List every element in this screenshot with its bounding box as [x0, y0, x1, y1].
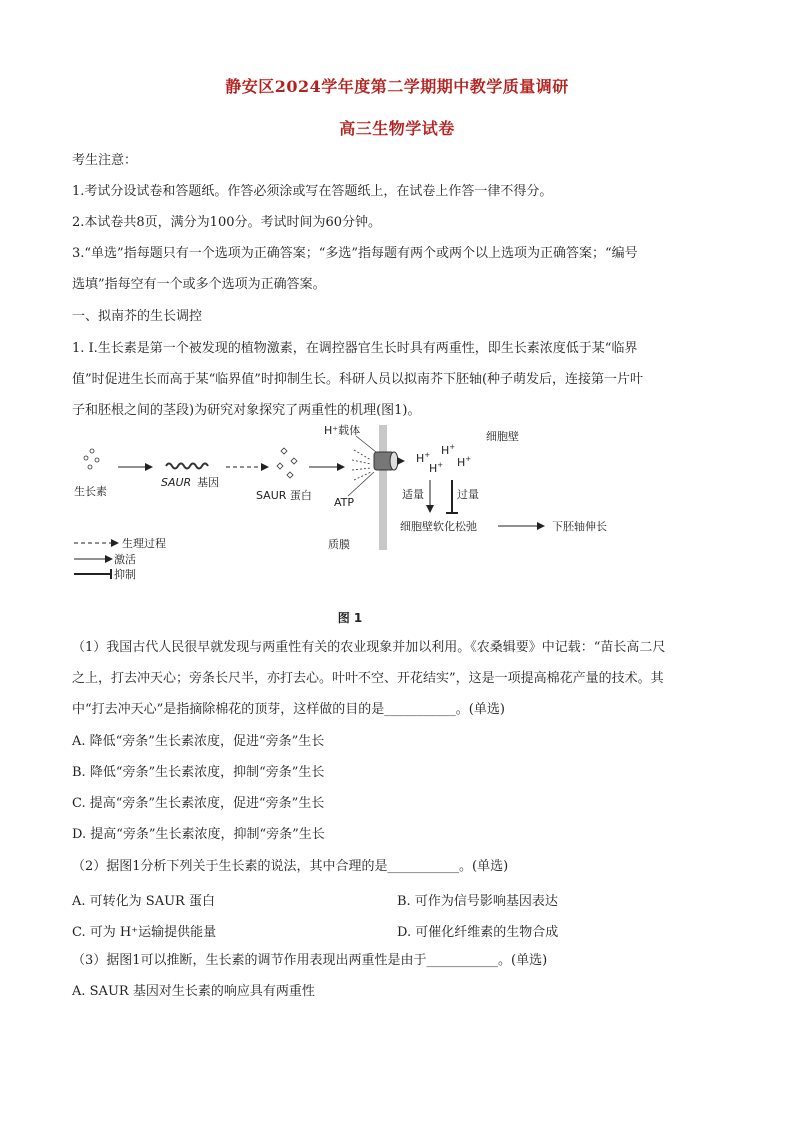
q2-stem: （2）据图1分析下列关于生长素的说法，其中合理的是___________。(单选) — [72, 859, 509, 874]
auxin-molecules — [84, 449, 99, 469]
q2-option-a: A. 可转化为 SAUR 蛋白 — [72, 894, 215, 909]
svg-text:H+: H+ — [416, 451, 431, 465]
atp-label: ATP — [334, 496, 355, 509]
q3-stem: （3）据图1可以推断，生长素的调节作用表现出两重性是由于___________。(单选) — [72, 953, 548, 968]
saur-protein-molecules — [277, 448, 297, 478]
carrier-pointer — [356, 436, 376, 452]
cell-wall-label: 细胞壁 — [486, 430, 519, 443]
saur-gene-label: SAUR — [161, 476, 192, 489]
proper-amount-label: 适量 — [402, 488, 424, 501]
notice-item-3-line1: 3.“单选”指每题只有一个选项为正确答案；“多选”指每题有两个或两个以上选项为正确答案；“编号 — [72, 246, 638, 261]
excess-amount-label: 过量 — [457, 488, 479, 501]
q1-stem-line3: 中“打去冲天心”是指摘除棉花的顶芽，这样做的目的是___________。(单选) — [72, 702, 505, 717]
svg-text:H+: H+ — [429, 461, 444, 475]
q2-option-c: C. 可为 H⁺运输提供能量 — [72, 925, 217, 940]
legend-process-label: 生理过程 — [122, 537, 166, 550]
h-carrier-icon — [374, 452, 404, 470]
figure-auxin-mechanism — [66, 420, 666, 595]
notice-item-3-line2: 选填”指每空有一个或多个选项为正确答案。 — [72, 277, 326, 292]
membrane-label: 质膜 — [328, 538, 350, 551]
notice-heading: 考生注意： — [72, 153, 138, 168]
q1-option-d: D. 提高“旁条”生长素浓度，抑制“旁条”生长 — [72, 827, 325, 842]
exam-title: 静安区2024学年度第二学期期中教学质量调研 — [225, 77, 569, 96]
intro-line-1: 1. Ⅰ.生长素是第一个被发现的植物激素，在调控器官生长时具有两重性，即生长素浓度低于某“临界 — [72, 341, 638, 356]
saur-protein-label: SAUR 蛋白 — [256, 489, 312, 502]
exam-subtitle: 高三生物学试卷 — [339, 119, 455, 138]
wall-softening-label: 细胞壁软化松弛 — [400, 520, 477, 533]
auxin-label: 生长素 — [74, 485, 107, 498]
q1-option-a: A. 降低“旁条”生长素浓度，促进“旁条”生长 — [72, 734, 325, 749]
q1-stem-line2: 之上，打去冲天心；旁条长尺半，亦打去心。叶叶不空、开花结实”，这是一项提高棉花产量的技术。其 — [72, 671, 664, 686]
carrier-label: H⁺载体 — [324, 424, 361, 437]
saur-gene-suffix: 基因 — [197, 476, 219, 489]
figure-caption: 图 1 — [337, 611, 363, 625]
proton-ions — [416, 443, 471, 475]
saur-gene-icon — [166, 464, 208, 469]
legend-inhibit-label: 抑制 — [114, 568, 136, 581]
q1-option-b: B. 降低“旁条”生长素浓度，抑制“旁条”生长 — [72, 765, 325, 780]
svg-text:H+: H+ — [441, 443, 456, 457]
fan-lines — [352, 450, 371, 480]
legend-activate-label: 激活 — [114, 553, 136, 566]
section-heading: 一、拟南芥的生长调控 — [72, 309, 203, 324]
elongation-label: 下胚轴伸长 — [552, 520, 607, 533]
plasma-membrane — [379, 425, 387, 550]
q2-option-d: D. 可催化纤维素的生物合成 — [397, 925, 559, 940]
intro-line-2: 值”时促进生长而高于某“临界值”时抑制生长。科研人员以拟南芥下胚轴(种子萌发后，连接第一片叶 — [72, 372, 644, 387]
intro-line-3: 子和胚根之间的茎段)为研究对象探究了两重性的机理(图1)。 — [72, 403, 421, 418]
atp-pointer — [348, 472, 374, 496]
q1-stem-line1: （1）我国古代人民很早就发现与两重性有关的农业现象并加以利用。《农桑辑要》中记载：“苗长高二尺 — [72, 640, 666, 655]
notice-item-1: 1.考试分设试卷和答题纸。作答必须涂或写在答题纸上，在试卷上作答一律不得分。 — [72, 184, 553, 199]
q1-option-c: C. 提高“旁条”生长素浓度，促进“旁条”生长 — [72, 796, 325, 811]
q3-option-a: A. SAUR 基因对生长素的响应具有两重性 — [72, 984, 315, 999]
svg-text:H+: H+ — [457, 455, 472, 469]
q2-option-b: B. 可作为信号影响基因表达 — [397, 894, 558, 909]
figure-legend — [74, 536, 166, 581]
notice-item-2: 2.本试卷共8页，满分为100分。考试时间为60分钟。 — [72, 215, 382, 230]
